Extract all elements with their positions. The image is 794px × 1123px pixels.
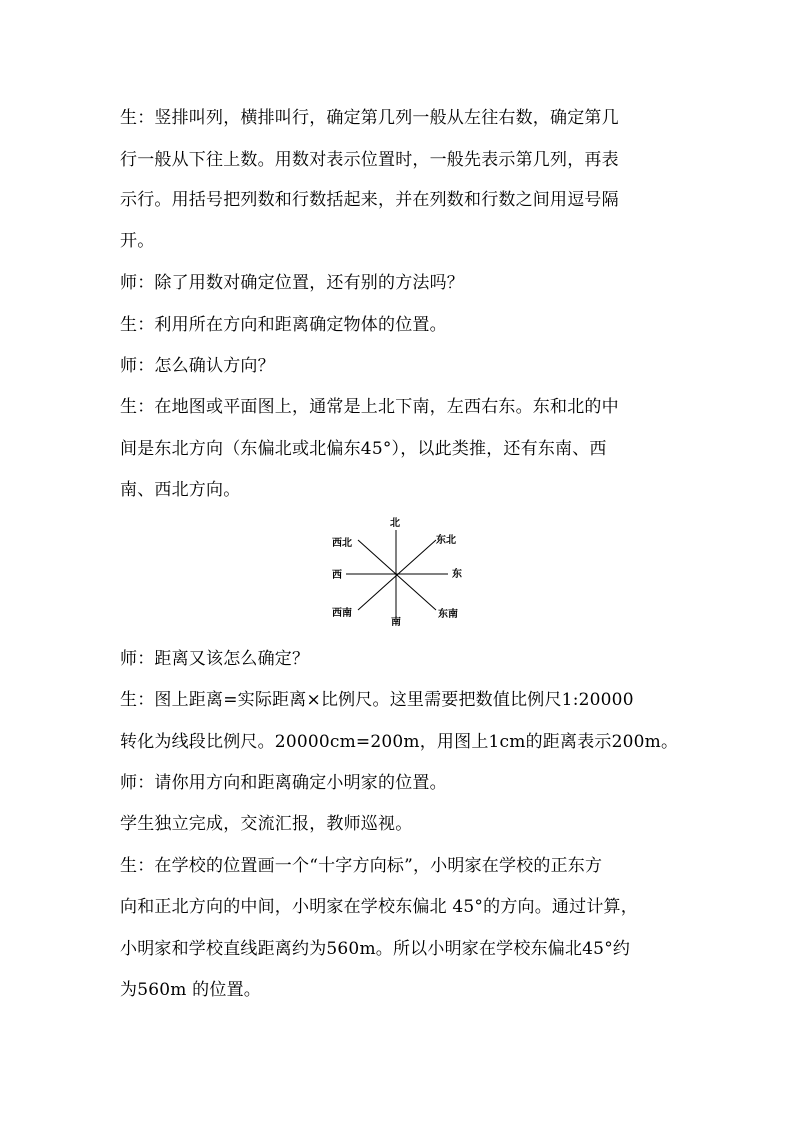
paragraph-line: 生：在地图或平面图上，通常是上北下南，左西右东。东和北的中 xyxy=(120,397,619,417)
paragraph-line: 转化为线段比例尺。20000cm=200m，用图上1cm的距离表示200m。 xyxy=(120,732,679,752)
compass-label-southeast: 东南 xyxy=(438,609,458,620)
paragraph-line: 师：怎么确认方向？ xyxy=(120,356,275,376)
paragraph-line: 师：请你用方向和距离确定小明家的位置。 xyxy=(120,773,447,793)
paragraph-line: 开。 xyxy=(120,231,155,251)
paragraph-line: 为560m 的位置。 xyxy=(120,980,261,1000)
paragraph-line: 师：除了用数对确定位置，还有别的方法吗？ xyxy=(120,273,464,293)
paragraph-line: 学生独立完成，交流汇报，教师巡视。 xyxy=(120,814,413,834)
paragraph-line: 示行。用括号把列数和行数括起来，并在列数和行数之间用逗号隔 xyxy=(120,190,619,210)
paragraph-line: 小明家和学校直线距离约为560m。所以小明家在学校东偏北45°约 xyxy=(120,939,631,959)
compass-label-north: 北 xyxy=(390,518,400,529)
paragraph-line: 师：距离又该怎么确定？ xyxy=(120,649,310,669)
paragraph-line: 向和正北方向的中间，小明家在学校东偏北 45°的方向。通过计算， xyxy=(120,897,638,917)
paragraph-line: 生：利用所在方向和距离确定物体的位置。 xyxy=(120,315,447,335)
paragraph-line: 生：图上距离=实际距离×比例尺。这里需要把数值比例尺1:20000 xyxy=(120,690,634,710)
paragraph-line: 南、西北方向。 xyxy=(120,480,241,500)
compass-label-northeast: 东北 xyxy=(436,535,456,546)
compass-label-northwest: 西北 xyxy=(332,538,352,549)
compass-label-east: 东 xyxy=(452,569,462,580)
paragraph-line: 间是东北方向（东偏北或北偏东45°），以此类推，还有东南、西 xyxy=(120,439,607,459)
paragraph-line: 生：竖排叫列，横排叫行，确定第几列一般从左往右数，确定第几 xyxy=(120,108,619,128)
compass-label-west: 西 xyxy=(332,570,342,581)
compass-label-south: 南 xyxy=(391,617,401,628)
paragraph-line: 行一般从下往上数。用数对表示位置时，一般先表示第几列，再表 xyxy=(120,150,619,170)
compass-rose-figure xyxy=(330,518,466,630)
paragraph-line: 生：在学校的位置画一个“十字方向标”，小明家在学校的正东方 xyxy=(120,856,603,876)
compass-label-southwest: 西南 xyxy=(332,608,352,619)
